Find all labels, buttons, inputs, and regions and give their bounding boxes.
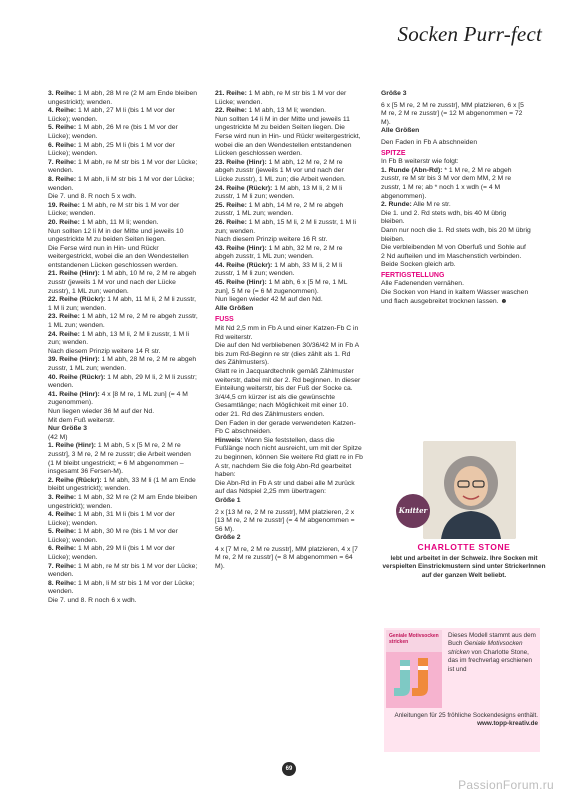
instruction-line [215,420,363,437]
author-portrait-image [423,441,516,539]
instruction-text: 1 M abh, 33 M li, 2 M li zusstr, 1 M li zun; wenden. [215,261,343,278]
instruction-text: 4 x [8 M re, 1 ML zun] (= 4 M zugenommen). [48,390,188,407]
instruction-line [215,90,363,107]
instruction-label: 24. Reihe (Rückr): [215,184,273,192]
book-title: Geniale Motivsocken stricken [448,640,523,656]
instruction-label: 43. Reihe (Hinr): [215,244,267,252]
instruction-line [48,356,198,373]
instruction-line [215,245,363,262]
instruction-label: 1. Reihe (Hinr): [48,442,97,450]
instruction-line [215,296,363,305]
instruction-text: Nun liegen wieder 36 M auf der Nd. [48,407,155,415]
instruction-label: 19. Reihe: [48,201,80,209]
instruction-text: Nun sollten 14 li M in der Mitte und jeweils 11 ungestrickte M zu beiden Seiten liegen. Die Ferse wird nun in Hin- und Rückr weitergestrickt, wobei die an den Wendestellen entstandenen Lücken geschlossen werden. [215,115,361,158]
section-heading-pink: SPITZE [381,149,406,157]
instruction-label: 20. Reihe: [48,218,80,226]
instruction-text: Die verbleibenden M von Oberfuß und Sohle auf 2 Nd aufteilen und im Maschenstich verbinden. Beide Socken gleich arb. [381,244,526,269]
instruction-line [48,597,198,606]
instruction-line [48,434,198,443]
instruction-text: 1 M abh, re M str bis 1 M vor der Lücke; wenden. [48,562,198,579]
instruction-label: 23. Reihe: [48,313,80,321]
instruction-label: 23. Reihe (Hinr): [215,158,267,166]
instruction-text: Den Faden in der gerade verwendeten Katzen-Fb C abschneiden. [215,419,356,436]
instruction-text: Die 7. und 8. R noch 6 x wdh. [48,597,137,605]
instruction-text: 1 M abh, 6 x [5 M re, 1 ML zun], 5 M re (= 6 M zugenommen). [215,279,348,295]
instruction-line [48,193,198,202]
instruction-text: 6 x [5 M re, 2 M re zusstr], MM platzieren, 6 x [5 M re, 2 M re zusstr] (= 12 M abgenommen = 72 M). [381,101,524,126]
section-heading: Größe 1 [215,496,241,504]
instruction-text: 1 M abh, 25 M li (bis 1 M vor der Lücke); wenden. [48,141,175,158]
instruction-line [381,244,531,270]
instruction-line [48,563,198,580]
instruction-line [215,236,363,245]
instruction-text: 4 x [7 M re, 2 M re zusstr], MM platzieren, 4 x [7 M re, 2 M re zusstr] (= 8 M abgenommen = 64 M). [215,545,358,571]
instruction-label: 7. Reihe: [48,562,77,570]
instruction-label: 8. Reihe: [48,175,77,183]
section-heading-pink: FUSS [215,316,234,324]
instruction-text: 1 M abh, 12 M re, 2 M re abgeh zusstr (jeweils 1 M vor und nach der Lücke zusstr), 1 ML zun; die Arbeit wenden. [215,158,346,183]
instruction-text: Glatt re in Jacquardtechnik gemäß Zählmuster weiterstr, dabei mit der 2. Rd beginnen. In dieser Einteilung weiterstr, bis der Fuß der Socke ca. 3/4/4,5 cm kürzer ist als die gewünschte Gesamtlänge; nach Möglichkeit mit einer 10. oder 21. Rd des Zählmusters enden. [215,368,361,418]
instruction-text: Mit Nd 2,5 mm in Fb A und einer Katzen-Fb C in Rd weiterstr. [215,325,359,341]
instruction-line [48,270,198,296]
author-name: CHARLOTTE STONE [417,542,511,552]
instruction-text: Nun sollten 12 li M in der Mitte und jeweils 10 ungestrickte M zu beiden Seiten liegen. [48,227,184,244]
instruction-line [48,545,198,562]
instruction-text: Mit dem Fuß weiterstr. [48,416,115,424]
instruction-line [48,245,198,271]
instruction-line [48,580,198,597]
instruction-label: 3. Reihe: [48,493,77,501]
instruction-text: 1 M abh, re M str bis 1 M vor der Lücke; wenden. [48,201,180,218]
instruction-line [48,90,198,107]
instruction-line [48,374,198,391]
instruction-line [48,494,198,511]
instruction-text: 1 M abh, 32 M re, 2 M re abgeh zusstr, 1 ML zun; wenden. [215,244,343,261]
column-1 [48,90,198,606]
instruction-label: 2. Runde: [381,201,412,209]
instruction-text: 1 M abh, li M str bis 1 M vor der Lücke; wenden. [48,579,195,596]
instruction-text: Nun liegen wieder 42 M auf den Nd. [215,296,323,304]
instruction-line [381,139,531,148]
instruction-line [215,159,363,185]
instruction-line [48,124,198,141]
instruction-text: 1 M abh, 31 M li (bis 1 M vor der Lücke); wenden. [48,511,175,527]
instruction-text: 1 M abh, 12 M re, 2 M re abgeh zusstr, 1 ML zun; wenden. [48,313,198,330]
instruction-text: Den Faden in Fb A abschneiden [381,138,478,146]
instruction-line [381,102,531,128]
instruction-line [48,408,198,417]
instruction-line [48,228,198,245]
instruction-label: 41. Reihe (Hinr): [48,390,100,398]
instruction-text: 1 M abh, 10 M re, 2 M re abgeh zusstr (jeweils 1 M vor und nach der Lücke zusstr), 1 ML zun; wenden. [48,270,197,295]
instruction-label: 26. Reihe: [215,218,247,226]
instruction-text: 1 M abh, 13 M li, 2 M li zusstr, 1 M li zun; wenden. [215,184,343,201]
instruction-line [48,142,198,159]
instruction-label: 4. Reihe: [48,511,77,519]
instruction-text: 1 M abh, 28 M re, 2 M re abgeh zusstr, 1 ML zun; wenden. [48,356,197,372]
instruction-text: 1 M abh, 14 M re, 2 M re abgeh zusstr, 1 ML zun; wenden. [215,201,344,218]
instruction-text: 1 M abh, 32 M re (2 M am Ende bleiben ungestrickt); wenden. [48,493,197,510]
instruction-label: 5. Reihe: [48,528,77,536]
instruction-line [381,158,531,167]
instruction-text: 1 M abh, 29 M li, 2 M li zusstr; wenden. [48,373,197,390]
instruction-line [48,477,198,494]
section-heading-pink: FERTIGSTELLUNG [381,271,445,279]
instruction-line [215,368,363,420]
instruction-line [48,107,198,124]
instruction-text: 1 M abh, 27 M li (bis 1 M vor der Lücke); wenden. [48,107,175,123]
instruction-text: 2 x [13 M re, 2 M re zusstr], MM platzieren, 2 x [13 M re, 2 M re zusstr] (= 4 M abgenommen = 56 M). [215,508,355,533]
instruction-text: 1 M abh, 13 M li, 2 M li zusstr, 1 M li zun; wenden. [48,330,190,347]
instruction-text: (42 M) [48,433,68,441]
instruction-text: Die Ferse wird nun in Hin- und Rückr weitergestrickt, wobei die an den Wendestellen entstandenen Lücken geschlossen werden. [48,244,189,269]
instruction-label: 22. Reihe (Rückr): [48,296,106,304]
instruction-text: 1 M abh, 5 x [5 M re, 2 M re zusstr], 3 M re, 2 M re zusstr; die Arbeit wenden (1 M bleibt ungestrickt; = 6 M abgenommen – insgesamt 36 Fersen-M). [48,442,191,476]
instruction-text: 1 M abh, 26 M re (bis 1 M vor der Lücke); wenden. [48,124,178,140]
instruction-text: Die 1. und 2. Rd stets wdh, bis 40 M übrig bleiben. [381,209,507,226]
instruction-text: * 1 M re, 2 M re abgeh zusstr, re M str bis 3 M vor dem MM, 2 M re zusstr, 1 M re; ab * noch 1 x wdh (= 4 M abgenommen). [381,166,512,200]
instruction-text: 1 M abh, 33 M li (1 M am Ende bleibt ungestrickt); wenden. [48,476,196,493]
instruction-line [48,296,198,313]
instruction-text: Dann nur noch die 1. Rd stets wdh, bis 20 M übrig bleiben. [381,226,531,243]
knitter-badge: Knitter [396,494,430,528]
instruction-text: 1 M abh, 11 M li; wenden. [79,218,159,226]
section-heading: Größe 2 [215,534,241,542]
instruction-text: Nach diesem Prinzip weitere 16 R str. [215,236,328,244]
instruction-line [48,176,198,193]
author-photo [423,441,516,539]
instruction-label: 4. Reihe: [48,107,77,115]
instruction-text: 1 M abh, li M str bis 1 M vor der Lücke; wenden. [48,175,195,192]
instruction-line [215,116,363,159]
instruction-line [48,528,198,545]
section-heading: Alle Größen [381,127,420,135]
instruction-text: 1 M abh, 15 M li, 2 M li zusstr, 1 M li zun; wenden. [215,218,357,235]
instruction-text: 1 M abh, re M str bis 1 M vor der Lücke; wenden. [215,90,347,106]
instruction-label: 7. Reihe: [48,158,77,166]
instruction-text: 1 M abh, re M str bis 1 M vor der Lücke; wenden. [48,158,198,175]
instruction-line [48,442,198,476]
instruction-line [48,425,198,434]
instruction-line [215,342,363,368]
instruction-text: 1 M abh, 11 M li, 2 M li zusstr, 1 M li zun; wenden. [48,296,197,312]
instruction-text: Die Abn-Rd in Fb A str und dabei alle M zurück auf das Ndspiel 2,25 mm übertragen: [215,479,355,496]
instruction-line [215,107,363,116]
page-header-title: Socken Purr-fect [397,22,542,46]
book-description: Dieses Modell stammt aus dem Buch Geniale Motivsocken stricken von Charlotte Stone, das im frechverlag erschienen ist und [448,632,536,673]
instruction-line [381,201,531,210]
instruction-text: In Fb B weiterstr wie folgt: [381,158,459,166]
instruction-label: Hinweis [215,436,241,444]
instruction-line [48,202,198,219]
instruction-text: Alle Fadenenden vernähen. [381,280,464,288]
instruction-line [215,480,363,497]
instruction-line [215,509,363,535]
instruction-label: 8. Reihe: [48,579,77,587]
instruction-line [215,546,363,572]
instruction-text: 1 M abh, 13 M li; wenden. [246,107,327,115]
instruction-text: Die Socken von Hand in kaltem Wasser waschen und flach ausgebreitet trocknen lassen. ☻ [381,289,529,305]
instruction-line [48,348,198,357]
instruction-text: Die auf den Nd verbliebenen 30/36/42 M in Fb A bis zum Rd-Beginn re str (dies zählt als 1. Rd des Zählmusters). [215,342,359,367]
instruction-label: Nur Größe 3 [48,425,88,433]
instruction-line [215,185,363,202]
instruction-label: 2. Reihe (Rückr): [48,476,102,484]
instruction-label: 45. Reihe (Hinr): [215,279,267,287]
instruction-line [215,262,363,279]
instruction-line [215,325,363,342]
instruction-text: Nach diesem Prinzip weitere 14 R str. [48,347,161,355]
instruction-line [381,280,531,289]
instruction-line [48,331,198,348]
instruction-line [381,210,531,227]
instruction-label: 40. Reihe (Rückr): [48,373,106,381]
instruction-line [215,437,363,480]
column-2 [215,90,363,572]
instruction-label: 1. Runde (Abn-Rd): [381,166,443,174]
instruction-line [48,159,198,176]
instruction-line [48,417,198,426]
instruction-label: 22. Reihe: [215,107,247,115]
book-info-box [384,628,540,752]
publisher-link[interactable]: www.topp-kreativ.de [477,720,538,728]
instruction-text: 1 M abh, 28 M re (2 M am Ende bleiben ungestrickt); wenden. [48,90,197,106]
instruction-line [48,391,198,408]
instruction-text: Die 7. und 8. R noch 5 x wdh. [48,193,137,201]
section-heading: Alle Größen [215,304,254,312]
instruction-text: 1 M abh, 30 M re (bis 1 M vor der Lücke); wenden. [48,528,178,544]
instruction-label: 21. Reihe (Hinr): [48,270,100,278]
instruction-label: 5. Reihe: [48,124,77,132]
book-cover-title: Geniale Motivsocken stricken [389,633,439,645]
section-heading: Größe 3 [381,90,407,97]
instruction-line [215,202,363,219]
instruction-line [215,279,363,296]
instruction-label: 25. Reihe: [215,201,247,209]
book-description-bottom: Anleitungen für 25 fröhliche Sockendesigns enthält. www.topp-kreativ.de [394,712,538,728]
author-bio: lebt und arbeitet in der Schweiz. Ihre Socken mit verspielten Einstrickmustern sind unter StrickerInnen auf der ganzen Welt beliebt. [382,555,546,579]
instruction-label: 24. Reihe: [48,330,80,338]
instruction-label: 44. Reihe (Rückr): [215,261,273,269]
instruction-text: Alle M re str. [411,201,451,209]
instruction-text: 1 M abh, 29 M li (bis 1 M vor der Lücke); wenden. [48,545,175,562]
column-3 [381,90,531,306]
instruction-line [48,219,198,228]
instruction-label: 39. Reihe (Hinr): [48,356,100,364]
instruction-line [48,313,198,330]
instruction-line [215,219,363,236]
instruction-label: 21. Reihe: [215,90,247,97]
instruction-line [381,227,531,244]
instruction-label: 3. Reihe: [48,90,77,97]
instruction-line [381,289,531,306]
watermark: PassionForum.ru [458,778,554,792]
instruction-line [381,167,531,201]
book-cover-image [386,630,442,708]
instruction-label: 6. Reihe: [48,141,77,149]
instruction-label: 6. Reihe: [48,545,77,553]
instruction-line [48,511,198,528]
instruction-text: : Wenn Sie feststellen, dass die Fußlänge noch nicht ausreicht, um mit der Spitze zu beginnen, können Sie weitere Rd glatt re in Fb A str, nachdem Sie die folg Abn-Rd gearbeitet haben: [215,436,363,479]
page-number: 69 [282,762,296,776]
